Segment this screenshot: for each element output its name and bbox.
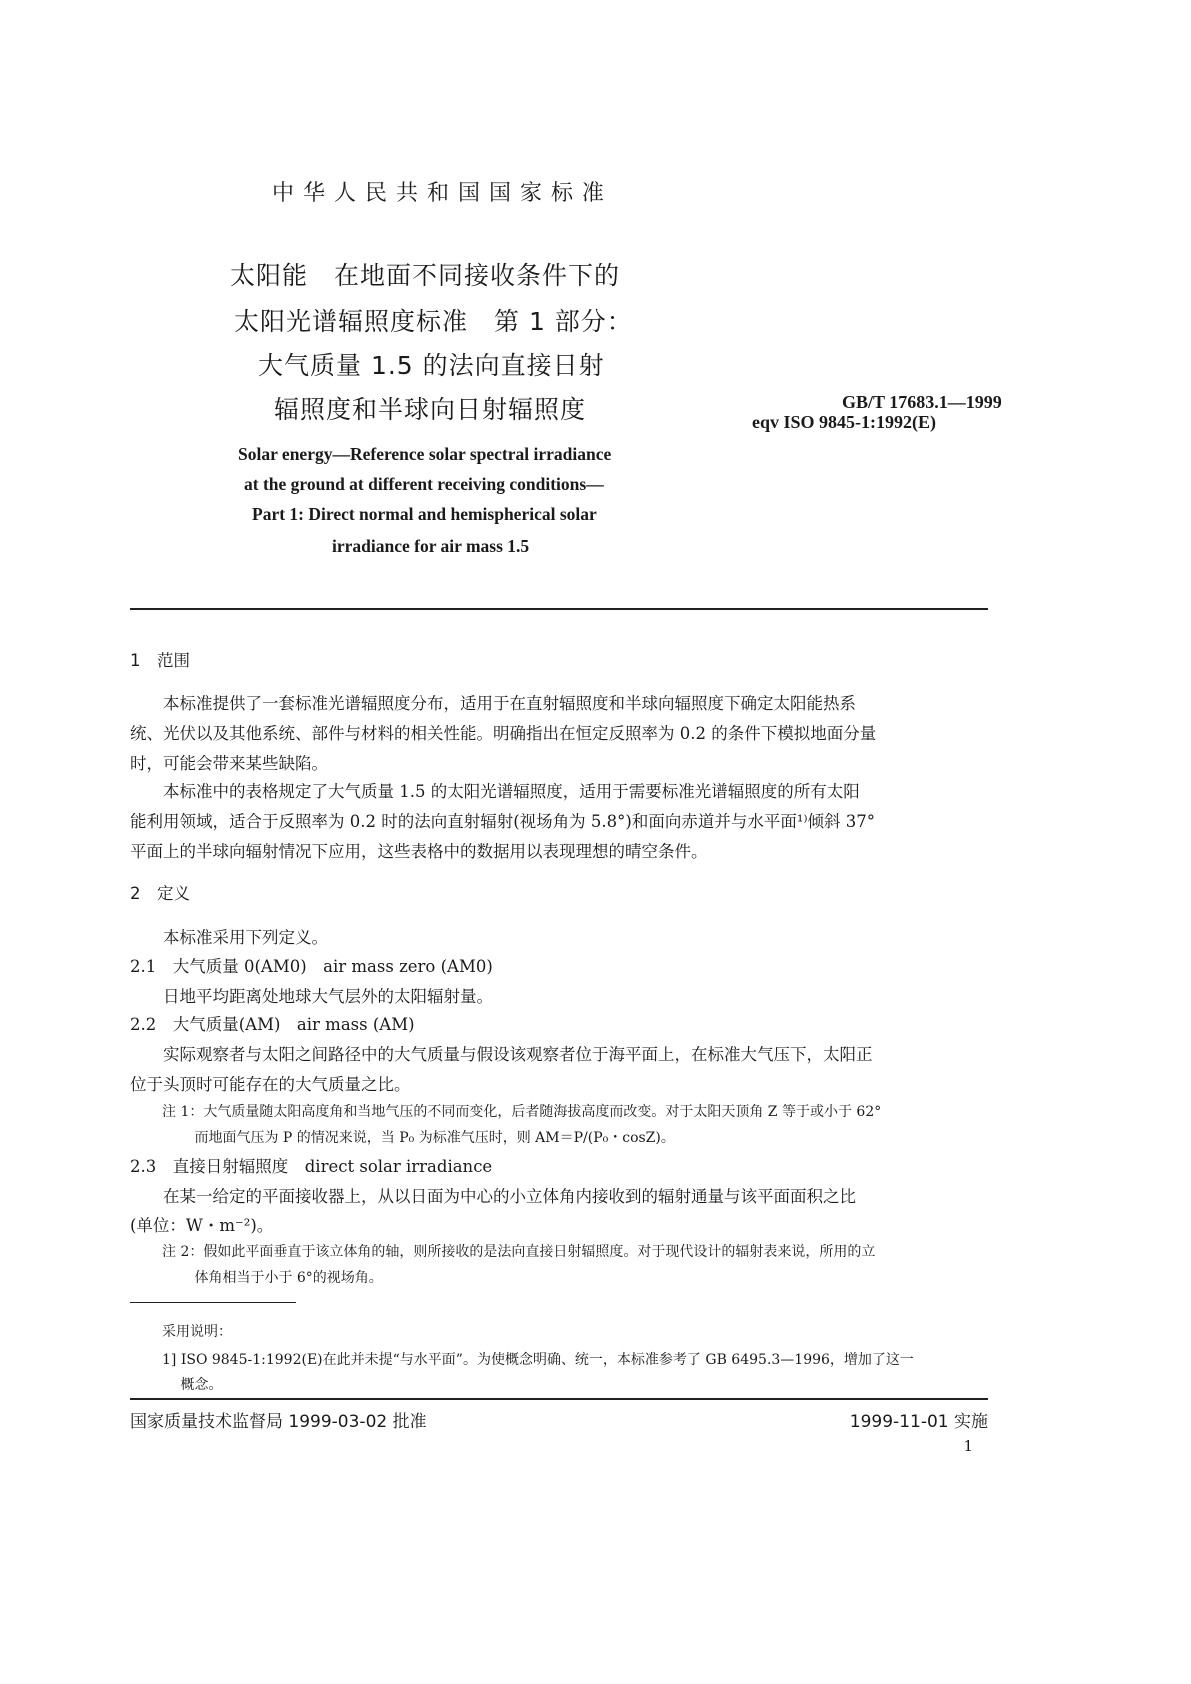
approval-date: 国家质量技术监督局 1999-03-02 批准	[130, 1412, 427, 1432]
paragraph-line: 本标准提供了一套标准光谱辐照度分布，适用于在直射辐照度和半球向辐照度下确定太阳能热系	[130, 694, 856, 713]
footnote-divider	[130, 1302, 296, 1303]
standard-code: GB/T 17683.1—1999	[842, 392, 1002, 412]
title-cn-line: 太阳能 在地面不同接收条件下的	[230, 261, 621, 290]
standard-equivalent: eqv ISO 9845-1:1992(E)	[752, 412, 936, 432]
title-cn-line: 太阳光谱辐照度标准 第 1 部分：	[234, 307, 633, 336]
footnote-line: 概念。	[162, 1377, 223, 1393]
note-line: 注 2：假如此平面垂直于该立体角的轴，则所接收的是法向直接日射辐照度。对于现代设计的辐射表来说，所用的立	[162, 1244, 876, 1260]
implementation-date: 1999-11-01 实施	[849, 1412, 988, 1432]
section-heading: 2 定义	[130, 884, 190, 903]
title-en-line: irradiance for air mass 1.5	[332, 536, 530, 556]
paragraph-line: 日地平均距离处地球大气层外的太阳辐射量。	[130, 987, 493, 1006]
note-line: 而地面气压为 P 的情况来说，当 P₀ 为标准气压时，则 AM＝P/(P₀・cosZ)。	[162, 1130, 675, 1146]
note-line: 体角相当于小于 6°的视场角。	[162, 1270, 383, 1286]
paragraph-line: 本标准中的表格规定了大气质量 1.5 的太阳光谱辐照度，适用于需要标准光谱辐照度的所有太阳	[130, 782, 860, 801]
title-en-line: at the ground at different receiving conditions—	[244, 474, 604, 494]
definition-heading: 2.3 直接日射辐照度 direct solar irradiance	[130, 1157, 493, 1176]
paragraph-line: 能利用领域，适合于反照率为 0.2 时的法向直射辐射(视场角为 5.8°)和面向赤道并与水平面¹⁾倾斜 37°	[130, 812, 875, 831]
title-cn-line: 大气质量 1.5 的法向直接日射	[258, 351, 605, 380]
footer-divider	[130, 1398, 988, 1400]
note-line: 注 1：大气质量随太阳高度角和当地气压的不同而变化，后者随海拔高度而改变。对于太阳天顶角 Z 等于或小于 62°	[162, 1104, 882, 1120]
section-heading: 1 范围	[130, 651, 190, 670]
paragraph-line: 实际观察者与太阳之间路径中的大气质量与假设该观察者位于海平面上，在标准大气压下，太阳正	[130, 1045, 873, 1064]
paragraph-line: 位于头顶时可能存在的大气质量之比。	[130, 1075, 411, 1094]
paragraph-line: 统、光伏以及其他系统、部件与材料的相关性能。明确指出在恒定反照率为 0.2 的条件下模拟地面分量	[130, 724, 877, 743]
footnote-line: 1] ISO 9845-1:1992(E)在此并未提“与水平面”。为使概念明确、统一，本标准参考了 GB 6495.3—1996，增加了这一	[162, 1352, 914, 1368]
title-cn-line: 辐照度和半球向日射辐照度	[274, 395, 587, 424]
title-divider	[130, 608, 988, 610]
paragraph-line: 时，可能会带来某些缺陷。	[130, 754, 328, 773]
paragraph-line: (单位：W・m⁻²)。	[130, 1216, 274, 1235]
definition-heading: 2.1 大气质量 0(AM0) air mass zero (AM0)	[130, 957, 493, 976]
page-number: 1	[963, 1437, 973, 1455]
paragraph-line: 本标准采用下列定义。	[130, 928, 328, 947]
paragraph-line: 在某一给定的平面接收器上，从以日面为中心的小立体角内接收到的辐射通量与该平面面积之比	[130, 1187, 856, 1206]
title-en-line: Solar energy—Reference solar spectral irradiance	[238, 444, 612, 464]
title-en-line: Part 1: Direct normal and hemispherical solar	[252, 504, 597, 524]
definition-heading: 2.2 大气质量(AM) air mass (AM)	[130, 1015, 415, 1034]
national-standard-header: 中 华 人 民 共 和 国 国 家 标 准	[272, 181, 605, 206]
footnote-label: 采用说明：	[162, 1324, 232, 1340]
paragraph-line: 平面上的半球向辐射情况下应用，这些表格中的数据用以表现理想的晴空条件。	[130, 842, 708, 861]
